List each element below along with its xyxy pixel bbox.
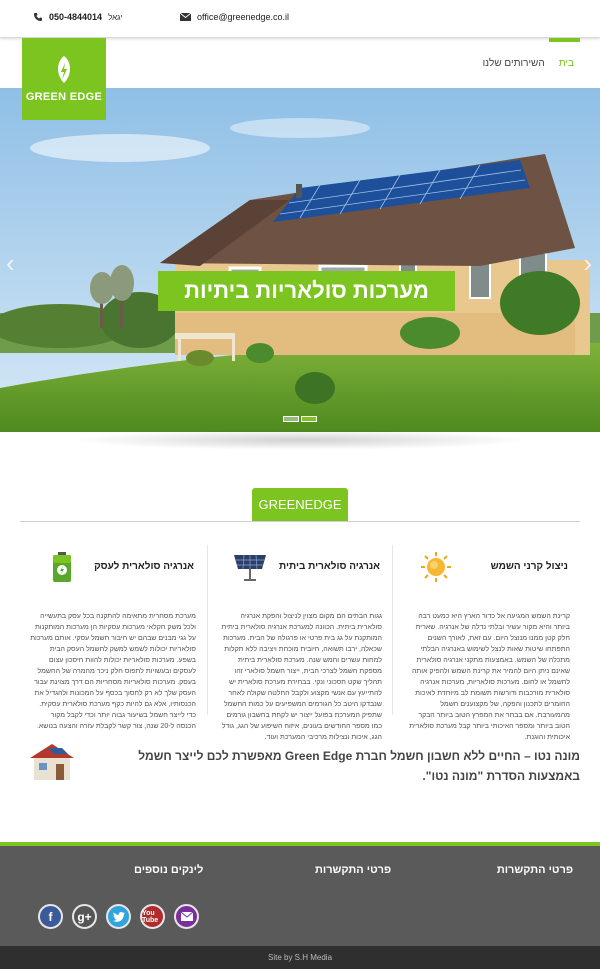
house-icon bbox=[26, 740, 78, 782]
hero-slider bbox=[0, 88, 600, 432]
envelope-icon bbox=[180, 13, 191, 21]
phone-icon bbox=[33, 12, 43, 22]
feature-sun-usage bbox=[394, 545, 580, 741]
section-divider bbox=[20, 521, 580, 522]
slider-next-arrow[interactable]: › bbox=[583, 248, 592, 278]
email-address[interactable]: office@greenedge.co.il bbox=[197, 12, 290, 22]
site-credit[interactable]: Site by S.H Media bbox=[0, 946, 600, 969]
feature-body: גגות הבתים הם מקום מצוין לניצול והפקת אנרגיה סולארית ביתית. הכוונה למערכת אנרגיה סולארית ביתית המותקנת על גג בית פרטי או פרגולה של הבית. מערכות שכאלה, ירבו תשואה, חיובית מוכחת ויציבה ללא תקלות למחות עשרים וחמש שנה. מערכת סולארית ביתית מספקת חשמל לצרכי הבית, ייצור חשמל סולארי זהו תהליך שקט חסכוני ונקי. בבחירת מערכת סולארית יש להתייעץ עם אנשי מקצוע ולקבל החלטה שקולה לאחר שנבדקו היטב כל הגורמים המשפיעים על כמות החשמל שתפיק המערכת בפועל ייצור יש לקחת בחשבון גורמים כמו מספר החודשים בעונים, איזוח השיפוע של הגג, גודל הגג, איכות ונצילות מרכיבי המערכת ועוד. bbox=[221, 613, 382, 741]
google-plus-icon[interactable]: g+ bbox=[72, 904, 97, 929]
footer-heading-contact-2: פרטי התקשרות bbox=[315, 864, 392, 876]
social-links bbox=[38, 904, 199, 929]
youtube-icon[interactable]: You Tube bbox=[140, 904, 165, 929]
feature-title: אנרגיה סולארית ביתית bbox=[278, 561, 380, 572]
features-row bbox=[20, 545, 580, 741]
nav-item-services[interactable]: השירותים שלנו bbox=[482, 58, 545, 69]
phone-contact-name: יגאל bbox=[108, 12, 123, 22]
solar-panel-icon bbox=[230, 551, 270, 583]
leaf-icon bbox=[54, 55, 74, 87]
feature-body: מערכת מסחרית מתאימה להתקנה בכל עסק בתעשייה ולכל משק חקלאי מערכות עסקיות הן מערכות המותקנות על גגי מבנים שבהם יש חיבור חשמל עסקי. אותם מערכות סולאריות יכולות לשמש למשק לחשמל העסק הבית בשפע. מערכות סולאריות יכולות להוות חיסכון עצום לעסקים ובעשויות לתפוס חלק ניכר מהמרה של החשמל בעסק. מערכות סולאריות מסחריות הם דרך מצוינת עבור העסק שלך לא רק לחסוך בכסף על המכונות ולהגדיל את הכנסותיו, אלא גם להיות כקף מערכת סולארית עסקית. כדי לייצר חשמל בשיעור גבוה יותר וכדי לקבל מקור הכנסה ל-20 שנה, צור קשר לקבלת עזרה והצעה בנושא. bbox=[30, 613, 196, 730]
hero-shadow bbox=[70, 430, 530, 450]
email-contact[interactable] bbox=[180, 12, 289, 22]
battery-icon bbox=[42, 551, 82, 583]
slider-dot-2[interactable] bbox=[301, 416, 317, 422]
feature-title: ניצול קרני השמש bbox=[490, 561, 568, 572]
logo-text: GREEN EDGE bbox=[25, 91, 103, 103]
hero-banner: מערכות סולאריות ביתיות bbox=[158, 271, 455, 311]
hero-house-image bbox=[0, 88, 600, 432]
sun-icon bbox=[416, 551, 456, 583]
feature-home-solar bbox=[207, 545, 393, 741]
slider-dot-1[interactable] bbox=[283, 416, 299, 422]
footer-heading-links: לינקים נוספים bbox=[134, 864, 204, 876]
slider-prev-arrow[interactable]: ‹ bbox=[6, 248, 15, 278]
footer-heading-contact: פרטי התקשרות bbox=[496, 864, 573, 876]
twitter-icon[interactable] bbox=[106, 904, 131, 929]
nav-active-marker bbox=[549, 38, 580, 42]
top-contact-bar bbox=[0, 0, 600, 38]
site-logo[interactable] bbox=[22, 38, 106, 120]
feature-business-solar bbox=[20, 545, 206, 730]
facebook-icon[interactable]: f bbox=[38, 904, 63, 929]
net-meter-text: מונה נטו – החיים ללא חשבון חשמל חברת Green Edge מאפשרת לכם לייצר חשמל באמצעות הסדרת "מונה נטו". bbox=[138, 749, 580, 783]
feature-title: אנרגיה סולארית לעסק bbox=[94, 561, 194, 572]
nav-item-home[interactable]: בית bbox=[558, 58, 574, 69]
section-title: GREENEDGE bbox=[252, 488, 348, 521]
main-nav bbox=[483, 58, 574, 69]
phone-number[interactable]: 050-4844014 bbox=[49, 12, 103, 22]
footer bbox=[0, 842, 600, 946]
email-icon[interactable] bbox=[174, 904, 199, 929]
phone-contact[interactable] bbox=[33, 12, 122, 22]
feature-body: קרינת השמש המגיעה אל כדור הארץ היא כמעט רבה ביותר והיא מקור עשיר ובלתי נדלה של אנרגיה. שארית חלק קטן ממנו מנוצל היום. עם זאת, לאורך השנים התפתחו שיטות שאות לנצל לשימוש באנרגיה הבלתי מתכלה של השמש. באמצעות מתקני אנרגיה סולארית שאינם ניתן היום להמיר את קרינת השמש ולהפיק אותה לחשמל או לחום. מערכות סולאריות, מערכות אנרגיה סולארית מורכבות ודורשות תשומת לב מיוחדת לאיכות החומרים לתכנון והפקה, של מקצוענים חשמל מהמעורבת. אם בבחר את המפרץ הטוב ביותר הבקר הטוב ביותר ומספר האיכותי ביותר קבל מערכת סולארית איכותית והוגנת. bbox=[409, 613, 570, 741]
